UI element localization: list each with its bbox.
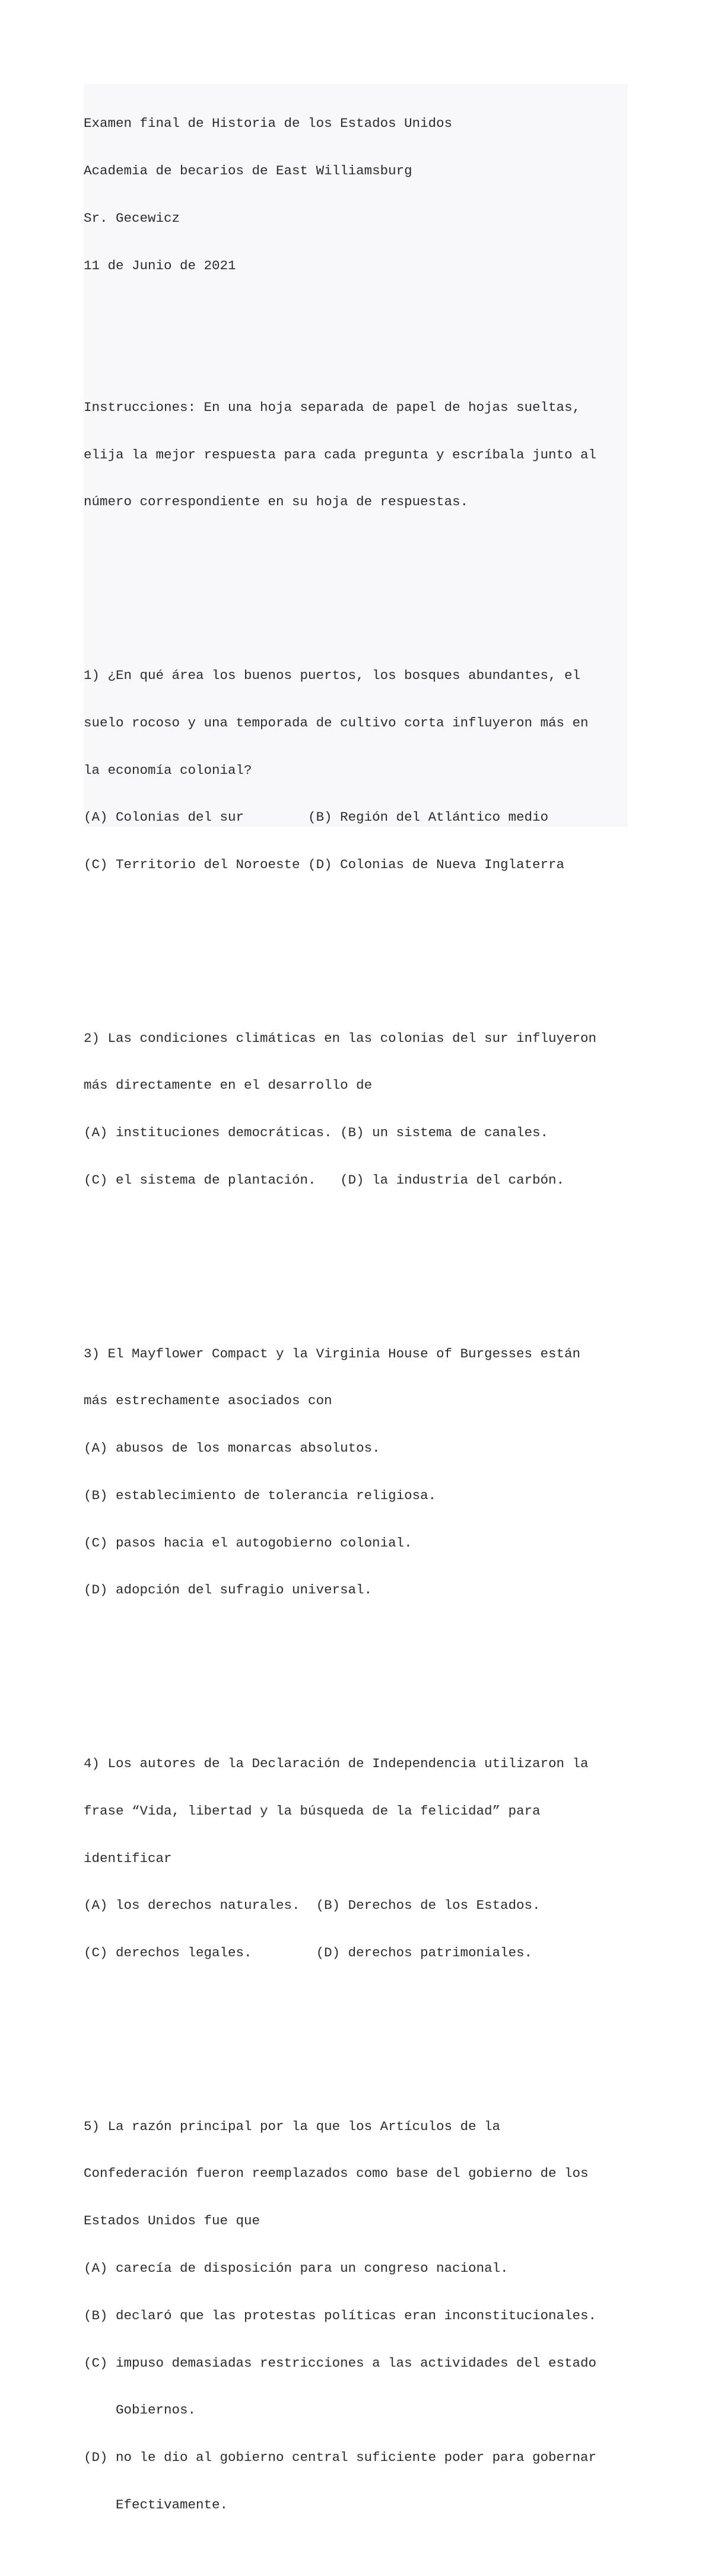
answer-options: (A) Colonias del sur (B) Región del Atlántico medio bbox=[84, 809, 549, 825]
question-text: 4) Los autores de la Declaración de Independencia utilizaron la bbox=[84, 1755, 589, 1771]
answer-option: (C) pasos hacia el autogobierno colonial. bbox=[84, 1535, 412, 1551]
answer-options: (C) derechos legales. (D) derechos patrimoniales. bbox=[84, 1945, 533, 1961]
exam-text-block bbox=[84, 84, 628, 2513]
exam-title: Examen final de Historia de los Estados Unidos bbox=[84, 116, 453, 132]
answer-options: (A) instituciones democráticas. (B) un sistema de canales. bbox=[84, 1125, 549, 1141]
answer-option: (B) declaró que las protestas políticas eran inconstitucionales. bbox=[84, 2307, 597, 2323]
answer-options: (C) Territorio del Noroeste (D) Colonias de Nueva Inglaterra bbox=[84, 857, 565, 873]
instructions bbox=[84, 368, 628, 542]
answer-option: (C) impuso demasiadas restricciones a las actividades del estado bbox=[84, 2355, 597, 2371]
answer-options: (A) los derechos naturales. (B) Derechos de los Estados. bbox=[84, 1898, 541, 1914]
question-text: más directamente en el desarrollo de bbox=[84, 1077, 373, 1093]
answer-option: (D) no le dio al gobierno central suficiente poder para gobernar bbox=[84, 2450, 597, 2466]
question-text: suelo rocoso y una temporada de cultivo corta influyeron más en bbox=[84, 715, 589, 731]
question-5 bbox=[84, 2087, 628, 2544]
question-2 bbox=[84, 999, 628, 1219]
question-text: 3) El Mayflower Compact y la Virginia House of Burgesses están bbox=[84, 1346, 581, 1362]
instructions-line: elija la mejor respuesta para cada pregunta y escríbala junto al bbox=[84, 447, 597, 463]
question-3 bbox=[84, 1314, 628, 1630]
question-1 bbox=[84, 636, 628, 904]
question-text: 1) ¿En qué área los buenos puertos, los bosques abundantes, el bbox=[84, 667, 581, 683]
answer-option: (A) carecía de disposición para un congreso nacional. bbox=[84, 2260, 508, 2276]
instructions-line: número correspondiente en su hoja de respuestas. bbox=[84, 494, 469, 510]
school-name: Academia de becarios de East Williamsburg bbox=[84, 162, 412, 178]
answer-options: (C) el sistema de plantación. (D) la industria del carbón. bbox=[84, 1172, 565, 1188]
question-text: identificar bbox=[84, 1850, 172, 1866]
teacher-name: Sr. Gecewicz bbox=[84, 210, 180, 226]
exam-date: 11 de Junio de 2021 bbox=[84, 257, 236, 273]
answer-option-continuation: Efectivamente. bbox=[84, 2497, 228, 2513]
spacer bbox=[84, 305, 628, 321]
question-text: la economía colonial? bbox=[84, 762, 252, 778]
question-text: Confederación fueron reemplazados como base del gobierno de los bbox=[84, 2166, 589, 2182]
spacer bbox=[84, 1661, 628, 1677]
question-text: más estrechamente asociados con bbox=[84, 1393, 332, 1409]
instructions-line: Instrucciones: En una hoja separada de papel de hojas sueltas, bbox=[84, 399, 581, 415]
spacer bbox=[84, 936, 628, 952]
question-text: frase “Vida, libertad y la búsqueda de la felicidad” para bbox=[84, 1803, 541, 1819]
question-text: 5) La razón principal por la que los Artículos de la bbox=[84, 2118, 501, 2134]
answer-option: (B) establecimiento de tolerancia religiosa. bbox=[84, 1487, 437, 1503]
question-text: 2) Las condiciones climáticas en las colonias del sur influyeron bbox=[84, 1030, 597, 1046]
spacer bbox=[84, 2024, 628, 2040]
spacer bbox=[84, 573, 628, 589]
spacer bbox=[84, 1251, 628, 1267]
answer-option-continuation: Gobiernos. bbox=[84, 2402, 196, 2418]
answer-option: (D) adopción del sufragio universal. bbox=[84, 1582, 373, 1598]
answer-option: (A) abusos de los monarcas absolutos. bbox=[84, 1440, 380, 1456]
question-4 bbox=[84, 1724, 628, 1992]
question-text: Estados Unidos fue que bbox=[84, 2213, 260, 2229]
